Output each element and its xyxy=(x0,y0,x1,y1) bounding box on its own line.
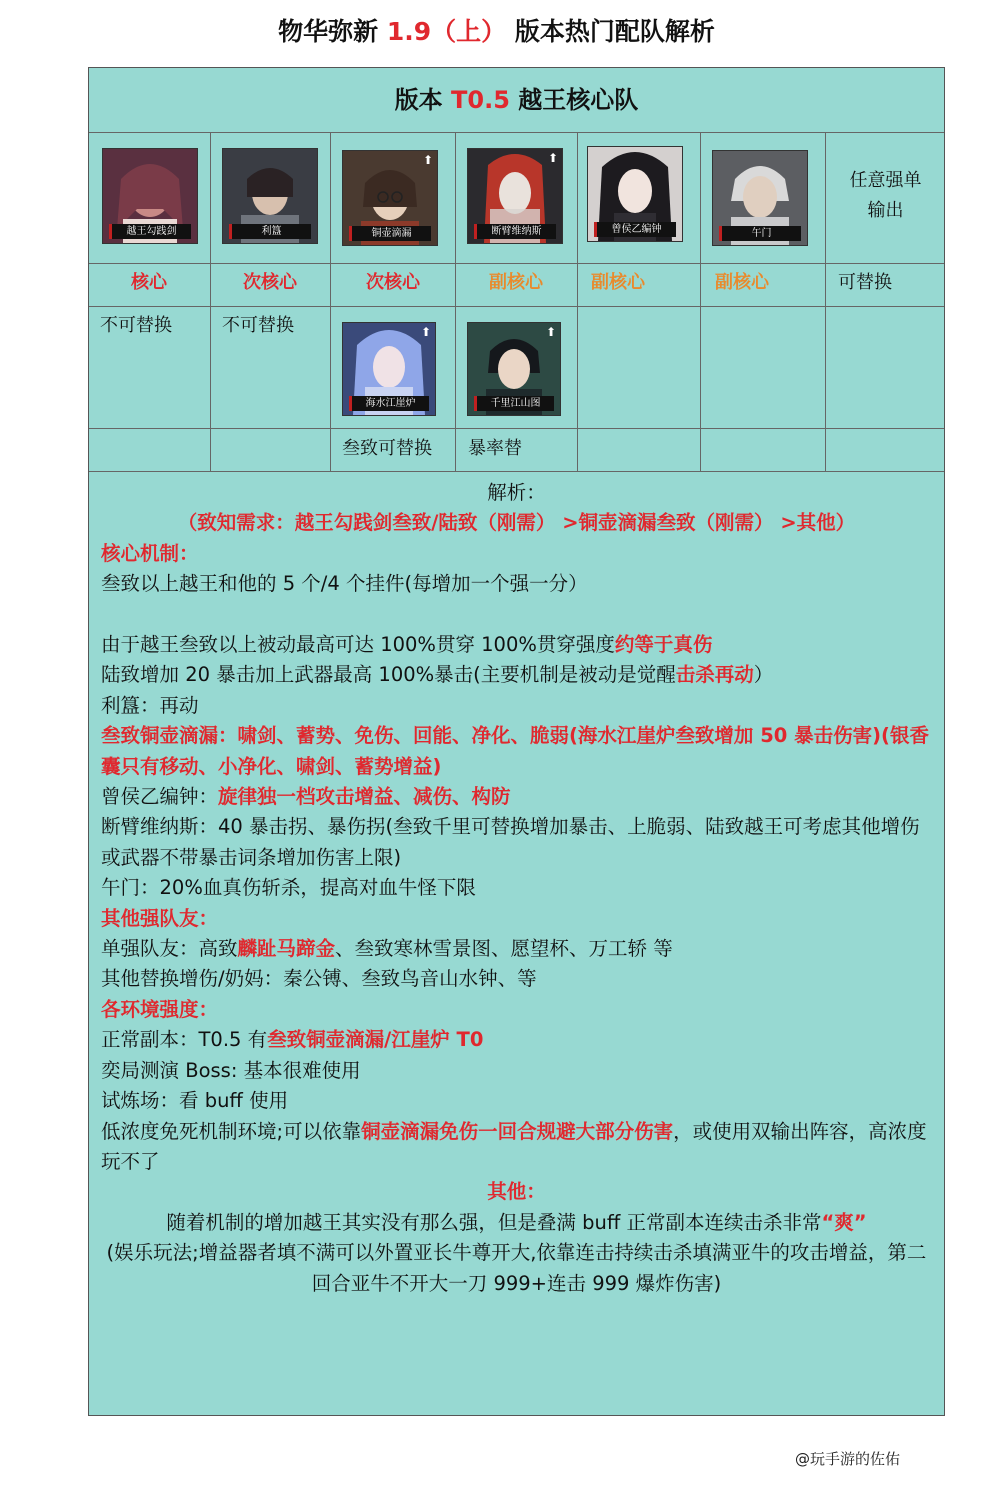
character-name: 曾侯乙编钟 xyxy=(594,222,676,237)
analysis-line: (娱乐玩法;增益器者填不满可以外置亚长牛尊开大,依靠连击持续击杀填满亚牛的攻击增益，第二回合亚牛不开大一刀 999+连击 999 爆炸伤害) xyxy=(106,1241,927,1295)
analysis-line: 午门：20%血真伤斩杀，提高对血牛怪下限 xyxy=(101,876,476,900)
grid-divider xyxy=(89,428,944,429)
character-name: 越王勾践剑 xyxy=(109,224,191,239)
section-heading: 核心机制： xyxy=(101,541,199,565)
team-board xyxy=(88,67,945,1416)
role-label: 核心 xyxy=(131,272,167,293)
character-avatar xyxy=(342,150,438,246)
analysis-line: 低浓度免死机制环境;可以依靠铜壶滴漏免伤一回合规避大部分伤害，或使用双输出阵容，高浓度玩不了 xyxy=(101,1119,927,1173)
analysis-line: 曾侯乙编钟：旋律独一档攻击增益、减伤、构防 xyxy=(101,785,511,809)
grid-divider xyxy=(210,132,211,471)
analysis-line: 陆致增加 20 暴击加上武器最高 100%暴击(主要机制是被动是觉醒击杀再动） xyxy=(101,663,774,687)
character-avatar xyxy=(587,146,683,242)
grid-divider xyxy=(89,132,944,133)
substitute-note: 暴率替 xyxy=(468,438,522,459)
analysis-line: 利簋：再动 xyxy=(101,693,199,717)
analysis-line: 叁致铜壶滴漏：啸剑、蓄势、免伤、回能、净化、脆弱(海水江崖炉叁致增加 50 暴击伤害)(银香囊只有移动、小净化、啸剑、蓄势增益) xyxy=(101,724,929,778)
analysis-line: 其他替换增伤/奶妈：秦公镈、叁致鸟音山水钟、等 xyxy=(101,967,537,991)
analysis-line: 奕局测演 Boss: 基本很难使用 xyxy=(101,1058,361,1082)
role-label: 次核心 xyxy=(366,272,420,293)
grid-divider xyxy=(455,132,456,471)
character-name: 铜壶滴漏 xyxy=(349,226,431,241)
grid-divider xyxy=(700,132,701,471)
grid-divider xyxy=(577,132,578,471)
grid-divider xyxy=(330,132,331,471)
character-name: 海水江崖炉 xyxy=(349,396,429,411)
substitute-avatar xyxy=(342,322,436,416)
replace-note: 不可替换 xyxy=(222,315,294,336)
author-credit: @玩手游的佐佑 xyxy=(794,1450,900,1468)
upgrade-arrow-icon: ⬆ xyxy=(547,151,558,165)
upgrade-arrow-icon: ⬆ xyxy=(420,325,431,339)
upgrade-arrow-icon: ⬆ xyxy=(545,325,556,339)
character-name: 午门 xyxy=(719,226,801,241)
character-name: 断臂维纳斯 xyxy=(474,224,556,239)
section-heading: 各环境强度： xyxy=(101,997,219,1021)
replace-note: 不可替换 xyxy=(100,315,172,336)
role-label: 副核心 xyxy=(591,272,645,293)
character-avatar xyxy=(712,150,808,246)
analysis-line: 断臂维纳斯：40 暴击拐、暴伤拐(叁致千里可替换增加暴击、上脆弱、陆致越王可考虑其他增伤或武器不带暴击词条增加伤害上限) xyxy=(101,815,920,869)
grid-divider xyxy=(89,263,944,264)
role-label: 副核心 xyxy=(489,272,543,293)
analysis-section xyxy=(89,472,944,1299)
character-avatar xyxy=(222,148,318,244)
analysis-line: 单强队友：高致麟趾马蹄金、叁致寒林雪景图、愿望杯、万工轿 等 xyxy=(101,937,673,961)
grid-divider xyxy=(89,306,944,307)
section-heading: 其他强队友： xyxy=(101,906,219,930)
analysis-line: 正常副本：T0.5 有叁致铜壶滴漏/江崖炉 T0 xyxy=(101,1028,484,1052)
character-avatar xyxy=(467,148,563,244)
analysis-line: 试炼场：看 buff 使用 xyxy=(101,1089,289,1113)
analysis-line: 由于越王叁致以上被动最高可达 100%贯穿 100%贯穿强度约等于真伤 xyxy=(101,633,713,657)
character-name: 利簋 xyxy=(229,224,311,239)
board-title: 版本 T0.5 越王核心队 xyxy=(394,86,639,114)
role-label: 副核心 xyxy=(715,272,769,293)
role-label: 次核心 xyxy=(243,272,297,293)
section-heading: 其他： xyxy=(487,1180,546,1204)
character-avatar xyxy=(102,148,198,244)
analysis-line: 叁致以上越王和他的 5 个/4 个挂件(每增加一个强一分） xyxy=(101,572,588,596)
free-slot-description: 任意强单 输出 xyxy=(849,170,922,221)
page-title: 物华弥新 1.9（上） 版本热门配队解析 xyxy=(278,17,715,46)
upgrade-arrow-icon: ⬆ xyxy=(422,153,433,167)
character-name: 千里江山图 xyxy=(474,396,554,411)
requirement-line: （致知需求：越王勾践剑叁致/陆致（刚需） >铜壶滴漏叁致（刚需） >其他） xyxy=(177,511,856,535)
role-label: 可替换 xyxy=(838,272,892,293)
analysis-heading: 解析： xyxy=(487,481,546,504)
analysis-line: 随着机制的增加越王其实没有那么强，但是叠满 buff 正常副本连续击杀非常“爽” xyxy=(166,1210,867,1234)
substitute-note: 叁致可替换 xyxy=(342,438,432,459)
substitute-avatar xyxy=(467,322,561,416)
